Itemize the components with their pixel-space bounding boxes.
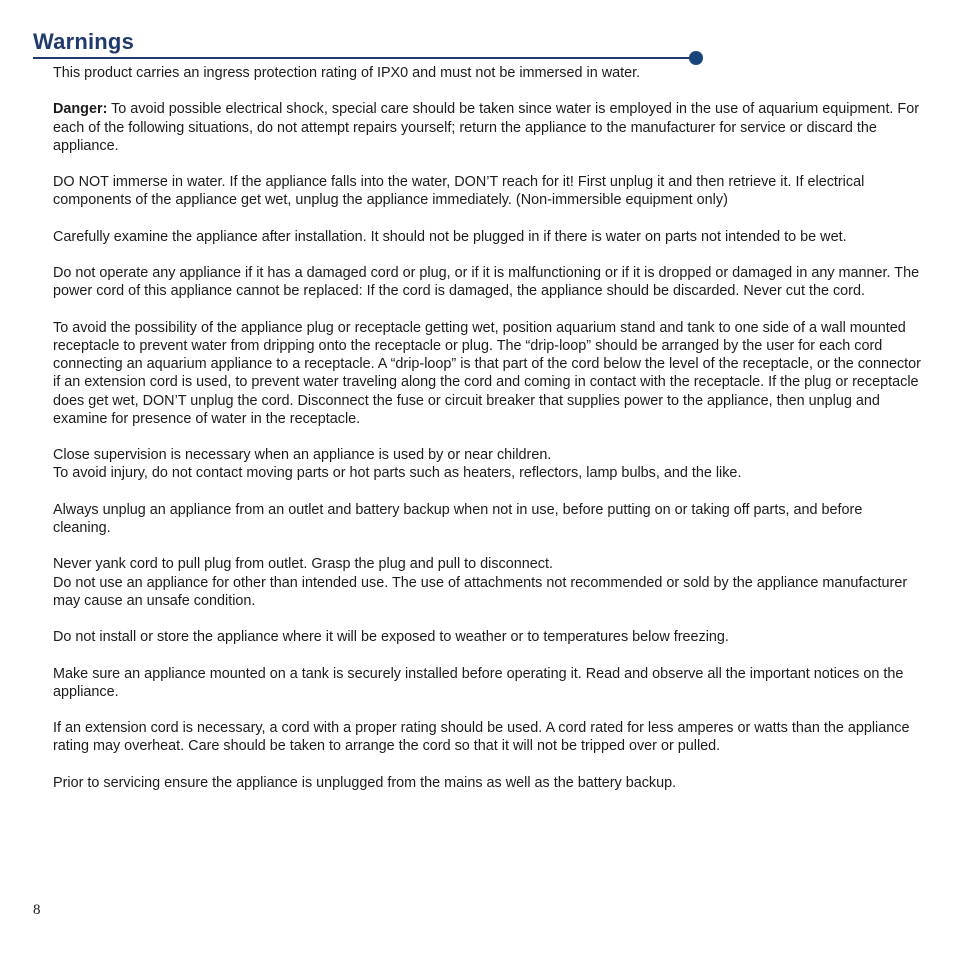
page-number: 8 [33,902,41,918]
paragraph-intended-use: Do not use an appliance for other than intended use. The use of attachments not recommended or sold by the appliance manufacturer may cause an unsafe condition. [53,574,908,609]
paragraph-supervision: Close supervision is necessary when an appliance is used by or near children. [53,447,552,464]
paragraph-mounting: Make sure an appliance mounted on a tank is securely installed before operating it. Read and observe all the important notices on the appliance. [53,665,904,700]
paragraph-moving-parts: To avoid injury, do not contact moving parts or hot parts such as heaters, reflectors, lamp bulbs, and the like. [53,465,742,482]
page-title: Warnings [33,29,135,54]
warnings-content [53,64,923,810]
danger-label: Danger: [53,101,108,118]
title-underline [33,57,696,59]
paragraph-extension-cord: If an extension cord is necessary, a cord with a proper rating should be used. A cord rated for less amperes or watts than the appliance rating may overheat. Care should be taken to arrange the cord so that it will not be tripped over or pulled. [53,720,910,755]
paragraph-examine-appliance: Carefully examine the appliance after installation. It should not be plugged in if there is water on parts not intended to be wet. [53,228,847,245]
paragraph-unplug: Always unplug an appliance from an outlet and battery backup when not in use, before putting on or taking off parts, and before cleaning. [53,501,863,536]
paragraph-ipx0-rating: This product carries an ingress protection rating of IPX0 and must not be immersed in water. [53,65,641,81]
paragraph-yank-cord: Never yank cord to pull plug from outlet. Grasp the plug and pull to disconnect. [53,556,553,573]
paragraph-storage: Do not install or store the appliance where it will be exposed to weather or to temperatures below freezing. [53,629,729,646]
paragraph-do-not-immerse: DO NOT immerse in water. If the appliance falls into the water, DON’T reach for it! First unplug it and then retrieve it. If electrical components of the appliance get wet, unplug the appliance immediately. (Non-immersible equipment only) [53,174,865,209]
paragraph-danger [53,100,923,155]
title-rule-dot [689,51,703,65]
paragraph-servicing: Prior to servicing ensure the appliance is unplugged from the mains as well as the battery backup. [53,774,677,791]
danger-text: To avoid possible electrical shock, special care should be taken since water is employed in the use of aquarium equipment. For each of the following situations, do not attempt repairs yourself; return the appliance to the manufacturer for service or discard the appliance. [53,101,920,154]
paragraph-drip-loop: To avoid the possibility of the appliance plug or receptacle getting wet, position aquarium stand and tank to one side of a wall mounted receptacle to prevent water from dripping onto the receptacle or plug. The “drip-loop” should be arranged by the user for each cord connecting an aquarium appliance to a receptacle. A “drip-loop” is that part of the cord below the level of the receptacle, or the connector if an extension cord is used, to prevent water traveling along the cord and coming in contact with the receptacle. If the plug or receptacle does get wet, DON’T unplug the cord. Disconnect the fuse or circuit breaker that supplies power to the appliance, then unplug and examine for presence of water in the receptacle. [53,319,921,427]
paragraph-damaged-cord: Do not operate any appliance if it has a damaged cord or plug, or if it is malfunctioning or if it is dropped or damaged in any manner. The power cord of this appliance cannot be replaced: If the cord is damaged, the appliance should be discarded. Never cut the cord. [53,265,920,300]
